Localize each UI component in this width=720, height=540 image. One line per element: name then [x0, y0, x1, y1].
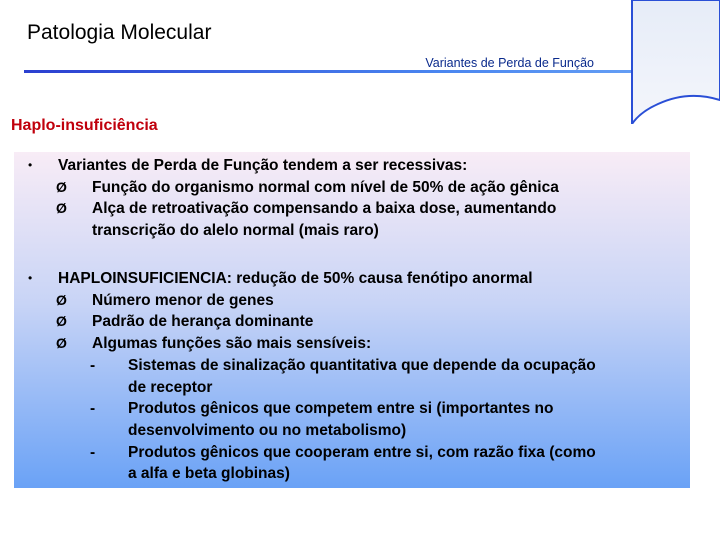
sub-bullet-text: Alça de retroativação compensando a baixa dose, aumentando	[92, 200, 557, 218]
dash-bullet: -	[90, 356, 96, 374]
sub-bullet-text: Padrão de herança dominante	[92, 313, 314, 331]
dash-item-text: desenvolvimento ou no metabolismo)	[128, 421, 407, 439]
arrow-bullet-icon: Ø	[56, 335, 67, 352]
header-divider	[24, 70, 720, 73]
bullet-dot: •	[28, 158, 33, 172]
dash-bullet: -	[90, 400, 96, 418]
page-subtitle: Variantes de Perda de Função	[425, 56, 594, 70]
sub-bullet-text: Algumas funções são mais sensíveis:	[92, 335, 372, 353]
dash-item-text: Produtos gênicos que competem entre si (importantes no	[128, 400, 554, 418]
arrow-bullet-icon: Ø	[56, 200, 67, 217]
dash-item-text: Sistemas de sinalização quantitativa que depende da ocupação	[128, 356, 596, 374]
page-title: Patologia Molecular	[27, 21, 212, 44]
sub-bullet-text: transcrição do alelo normal (mais raro)	[92, 222, 379, 240]
bullet-text: Variantes de Perda de Função tendem a ser recessivas:	[58, 157, 468, 174]
dash-item-text: de receptor	[128, 378, 213, 396]
dash-bullet: -	[90, 443, 96, 461]
bullet-dot: •	[28, 271, 33, 285]
arrow-bullet-icon: Ø	[56, 178, 67, 195]
content-box	[14, 152, 690, 488]
sub-bullet-text: Número menor de genes	[92, 291, 274, 309]
bullet-text: HAPLOINSUFICIENCIA: redução de 50% causa fenótipo anormal	[58, 270, 533, 287]
dash-item-text: a alfa e beta globinas)	[128, 465, 290, 483]
arrow-bullet-icon: Ø	[56, 291, 67, 308]
sub-bullet-text: Função do organismo normal com nível de 50% de ação gênica	[92, 178, 559, 196]
arrow-bullet-icon: Ø	[56, 313, 67, 330]
section-heading: Haplo-insuficiência	[11, 117, 158, 134]
dash-item-text: Produtos gênicos que cooperam entre si, com razão fixa (como	[128, 443, 596, 461]
corner-decoration	[628, 0, 720, 124]
